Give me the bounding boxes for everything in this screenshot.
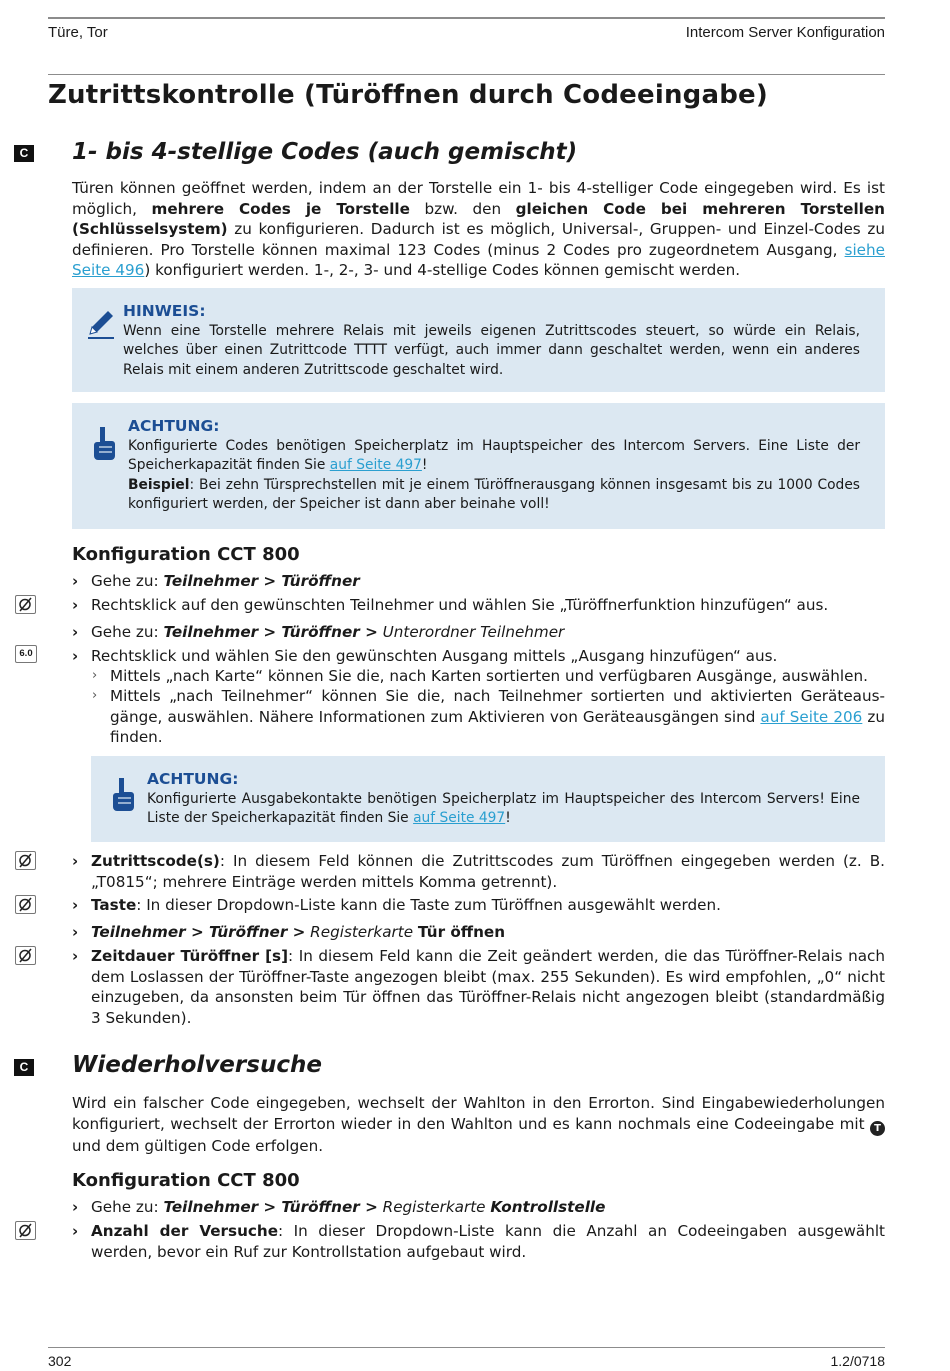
page-link[interactable]: auf Seite 206 [760,707,863,726]
warning-text: Konfigurierte Codes benötigen Speicherplatz im Hauptspeicher des Intercom Servers. Eine Liste der Speicherkapazität finden Sie auf Seite 497! Beispiel: Bei zehn Türsprechstellen mit je einem Türöffnerausgang können insgesamt bis zu 1000 Codes konfiguriert werden, der Speicher ist dann aber beinahe voll! [128,438,860,512]
cct-badge: C [14,1059,34,1076]
version-badge: 6.0 [15,645,37,663]
settings-icon [15,595,36,614]
pencil-icon [86,306,118,346]
page-title: Zutrittskontrolle (Türöffnen durch Codeeingabe) [48,80,768,110]
step-goto-subfolder: › Gehe zu: Teilnehmer > Türöffner > Unterordner Teilnehmer [72,623,565,641]
step-goto-tab: › Teilnehmer > Türöffner > Registerkarte Tür öffnen [72,923,506,941]
retry-paragraph: Wird ein falscher Code eingegeben, wechselt der Wahlton in den Errorton. Sind Eingabewiederholungen konfiguriert, wechselt der Errorton wieder in den Wahlton und es kann nochmals eine Codeeingabe mit T und dem gültigen Code erfolgen. [72,1094,885,1155]
page-link[interactable]: auf Seite 497 [329,457,422,474]
header-title: Intercom Server Konfiguration [685,24,885,41]
intro-paragraph: Türen können geöffnet werden, indem an der Torstelle ein 1- bis 4-stelliger Code eingegeben wird. Es ist möglich, mehrere Codes je Torstelle bzw. den gleichen Code bei mehreren Torstellen (Schlüsselsystem) zu konfigurieren. Dadurch ist es möglich, Universal-, Gruppen- und Einzel-Codes zu definieren. Pro Torstelle können maximal 123 Codes (minus 2 Codes pro zugeordnetem Ausgang, siehe Seite 496) konfiguriert werden. 1-, 2-, 3- und 4-stellige Codes können gemischt werden. [72,179,885,279]
step-right-click: › Rechtsklick auf den gewünschten Teilnehmer und wählen Sie „Türöffnerfunktion hinzufügen“ aus. [72,596,829,614]
header-chapter: Türe, Tor [48,24,108,41]
step-goto-control: › Gehe zu: Teilnehmer > Türöffner > Registerkarte Kontrollstelle [72,1198,606,1216]
pointing-hand-icon [90,425,116,465]
settings-icon [15,895,36,914]
substep-card: › Mittels „nach Karte“ können Sie die, nach Karten sortierten und verfügbaren Ausgänge, auswählen. [92,667,868,685]
field-attempts: › Anzahl der Versuche: In dieser Dropdown-Liste kann die Anzahl an Codeeingaben ausgewählt werden, bevor ein Ruf zur Kontrollstation aufgebaut wird. [72,1222,885,1261]
warning-title: ACHTUNG: [147,770,239,788]
config-heading: Konfiguration CCT 800 [72,544,300,565]
page-link[interactable]: siehe Seite 496 [72,240,885,279]
note-text: Wenn eine Torstelle mehrere Relais mit jeweils eigenen Zutrittscodes steuert, so würde ein Relais, welches über einen Zutrittcode TTTT verfügt, auch immer dann geschaltet werden, wenn ein anderes Relais mit einem anderen Zutrittscode geschaltet wird. [123,323,860,378]
field-access-codes: › Zutrittscode(s): In diesem Feld können die Zutrittscodes zum Türöffnen eingegeben werden (z. B. „T0815“; mehrere Einträge werden mittels Komma getrennt). [72,852,885,891]
substep-participant: › Mittels „nach Teilnehmer“ können Sie die, nach Teilnehmer sortierten und aktivierten Geräteausgänge, auswählen. Nähere Informationen zum Aktivieren von Geräteausgängen sind auf Seite 206 zu finden. [92,687,885,746]
warning-text: Konfigurierte Ausgabekontakte benötigen Speicherplatz im Hauptspeicher des Intercom Servers! Eine Liste der Speicherkapazität finden Sie auf Seite 497! [147,791,860,827]
note-box [72,288,885,392]
settings-icon [15,851,36,870]
header-rule [48,17,885,19]
config-heading-2: Konfiguration CCT 800 [72,1170,300,1191]
warning-box [72,403,885,529]
settings-icon [15,1221,36,1240]
section-title: 1- bis 4-stellige Codes (auch gemischt) [72,139,578,165]
page-link[interactable]: auf Seite 497 [413,810,506,827]
warning-title: ACHTUNG: [128,417,220,435]
pointing-hand-icon [109,776,135,816]
step-goto: › Gehe zu: Teilnehmer > Türöffner [72,572,360,590]
page-number: 302 [48,1353,72,1369]
settings-icon [15,946,36,965]
field-duration: › Zeitdauer Türöffner [s]: In diesem Feld kann die Zeit geändert werden, die das Türöffner-Relais nach dem Loslassen der Türöffner-Taste angezogen bleibt (max. 255 Sekunden). Es wird empfohlen, „0“ nicht einzugeben, da ansonsten beim Tür öffnen das Türöffner-Relais nicht angezogen bleibt (standardmäßig 3 Sekunden). [72,947,885,1027]
doc-version: 1.2/0718 [830,1353,885,1369]
header-rule-2 [48,74,885,75]
warning-box-2 [91,756,885,842]
section-title-2: Wiederholversuche [72,1052,322,1078]
cct-badge: C [14,145,34,162]
field-key: › Taste: In dieser Dropdown-Liste kann die Taste zum Türöffnen ausgewählt werden. [72,896,721,914]
key-t-icon: T [870,1121,885,1136]
footer-rule [48,1347,885,1348]
note-title: HINWEIS: [123,302,206,320]
step-add-output: › Rechtsklick und wählen Sie den gewünschten Ausgang mittels „Ausgang hinzufügen“ aus. [72,647,778,665]
